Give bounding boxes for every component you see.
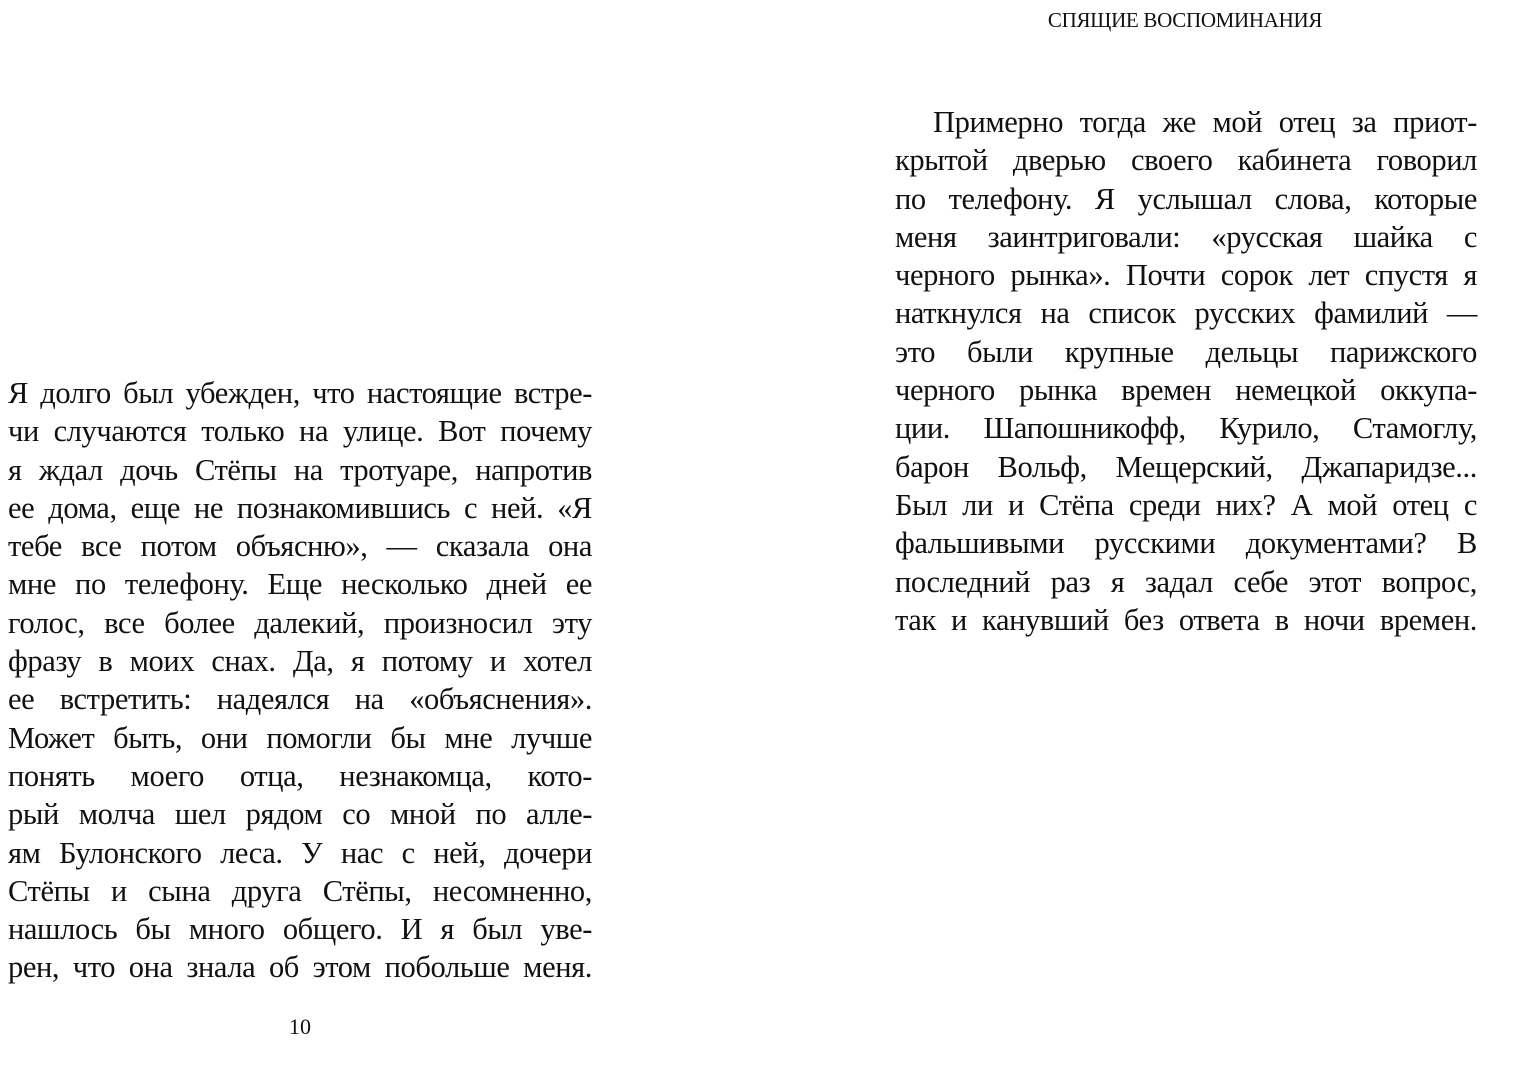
text-line: я ждал дочь Стёпы на тротуаре, напротив <box>8 452 592 487</box>
text-line: Может быть, они помогли бы мне лучше <box>8 720 592 755</box>
text-line: по телефону. Я услышал слова, которые <box>895 181 1477 216</box>
text-line: барон Вольф, Мещерский, Джапаридзе... <box>895 449 1477 484</box>
text-line: так и канувший без ответа в ночи времен. <box>895 602 1477 637</box>
text-line: черного рынка времен немецкой оккупа- <box>895 373 1477 408</box>
page-number: 10 <box>289 1014 311 1039</box>
text-line: понять моего отца, незнакомца, кото- <box>8 758 592 793</box>
text-line: Я долго был убежден, что настоящие встре- <box>8 376 592 410</box>
text-line: ее дома, еще не познакомившись с ней. «Я <box>8 490 592 525</box>
text-line: черного рынка». Почти сорок лет спустя я <box>895 258 1477 293</box>
text-line: рый молча шел рядом со мной по алле- <box>8 797 592 832</box>
text-line: крытой дверью своего кабинета говорил <box>895 143 1477 178</box>
text-line: меня заинтриговали: «русская шайка с <box>895 219 1477 254</box>
text-line: мне по телефону. Еще несколько дней ее <box>8 567 592 602</box>
running-head: СПЯЩИЕ ВОСПОМИНАНИЯ <box>1047 8 1323 32</box>
text-line: голос, все более далекий, произносил эту <box>8 605 592 640</box>
text-line: Был ли и Стёпа среди них? А мой отец с <box>895 487 1477 522</box>
text-line: это были крупные дельцы парижского <box>895 334 1477 369</box>
text-line: рен, что она знала об этом побольше меня. <box>8 950 592 985</box>
text-line: Примерно тогда же мой отец за приот- <box>933 105 1477 139</box>
text-line: ям Булонского леса. У нас с ней, дочери <box>8 835 592 870</box>
text-line: чи случаются только на улице. Вот почему <box>8 414 592 449</box>
left-page-text <box>8 374 592 987</box>
text-line: тебе все потом объясню», — сказала она <box>8 529 592 564</box>
text-line: нашлось бы много общего. И я был уве- <box>8 912 592 947</box>
text-line: фальшивыми русскими документами? В <box>895 526 1477 561</box>
text-line: ее встретить: надеялся на «объяснения». <box>8 682 592 717</box>
text-line: Стёпы и сына друга Стёпы, несомненно, <box>8 873 592 908</box>
text-line: последний раз я задал себе этот вопрос, <box>895 564 1477 599</box>
text-line: фразу в моих снах. Да, я потому и хотел <box>8 644 592 679</box>
text-line: наткнулся на список русских фамилий — <box>895 296 1477 331</box>
right-page-text <box>895 103 1477 639</box>
text-line: ции. Шапошникофф, Курило, Стамоглу, <box>895 411 1477 446</box>
